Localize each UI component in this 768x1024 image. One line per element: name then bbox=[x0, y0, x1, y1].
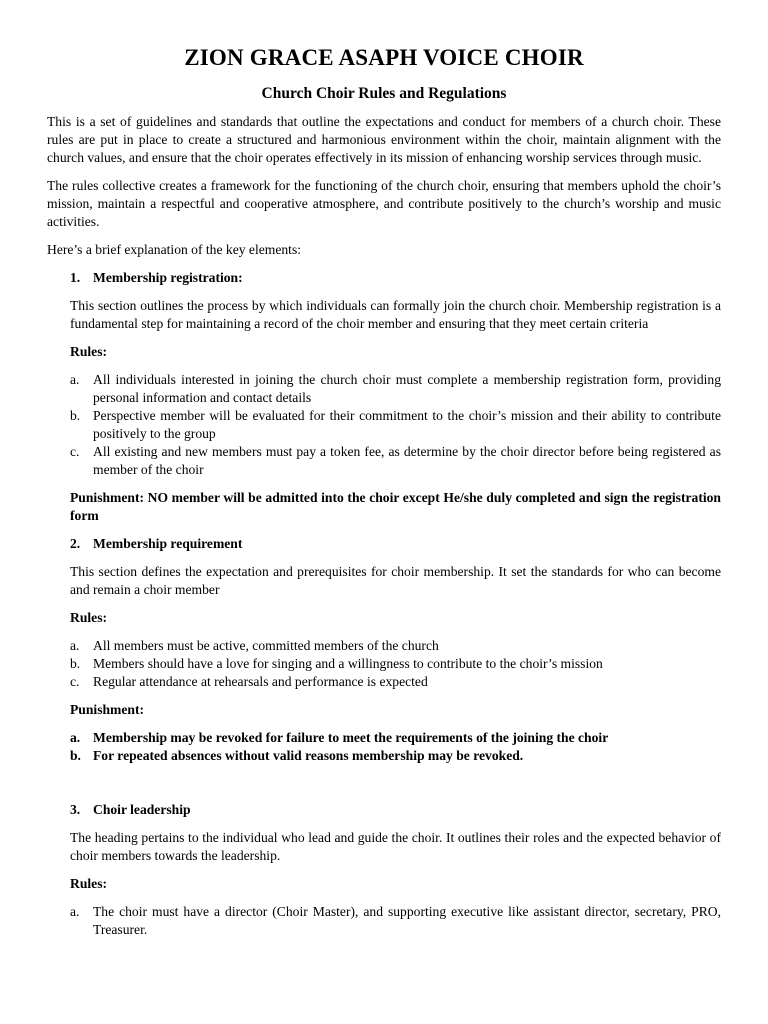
list-marker: a. bbox=[70, 372, 80, 387]
section-1-heading bbox=[70, 269, 721, 287]
section-1-rules-list bbox=[70, 371, 721, 479]
section-2-heading bbox=[70, 535, 721, 553]
list-text: Perspective member will be evaluated for their commitment to the choir’s mission and their ability to contribute positively to the group bbox=[93, 408, 721, 441]
section-title: Choir leadership bbox=[93, 802, 191, 817]
document-title: ZION GRACE ASAPH VOICE CHOIR bbox=[184, 45, 584, 70]
section-number: 2. bbox=[70, 536, 81, 551]
section-2-rules-list bbox=[70, 637, 721, 691]
list-marker: b. bbox=[70, 656, 81, 671]
spacer bbox=[47, 775, 721, 801]
list-text: Members should have a love for singing and a willingness to contribute to the choir’s mission bbox=[93, 656, 603, 671]
section-1-rules-label: Rules: bbox=[70, 344, 108, 359]
list-item bbox=[70, 443, 721, 479]
section-1-punishment: Punishment: NO member will be admitted into the choir except He/she duly completed and sign the registration form bbox=[70, 490, 721, 523]
section-3-rules-list bbox=[70, 903, 721, 939]
list-marker: c. bbox=[70, 674, 80, 689]
list-item bbox=[70, 673, 721, 691]
intro-paragraph-3: Here’s a brief explanation of the key elements: bbox=[47, 242, 302, 257]
list-text: Membership may be revoked for failure to meet the requirements of the joining the choir bbox=[93, 730, 609, 745]
list-marker: c. bbox=[70, 444, 80, 459]
list-marker: a. bbox=[70, 904, 80, 919]
list-marker: a. bbox=[70, 730, 81, 745]
document-subtitle: Church Choir Rules and Regulations bbox=[261, 85, 507, 102]
section-title: Membership requirement bbox=[93, 536, 243, 551]
section-3-rules-label: Rules: bbox=[70, 876, 108, 891]
list-item bbox=[70, 371, 721, 407]
list-item bbox=[70, 729, 721, 747]
section-3-heading bbox=[70, 801, 721, 819]
section-2-description: This section defines the expectation and prerequisites for choir membership. It set the standards for who can become and remain a choir member bbox=[70, 564, 721, 597]
list-marker: a. bbox=[70, 638, 80, 653]
intro-paragraph-2: The rules collective creates a framework for the functioning of the church choir, ensuring that members uphold the choir’s mission, maintain a respectful and cooperative atmosphere, and contribute positively to the church’s worship and music activities. bbox=[47, 178, 721, 229]
intro-paragraph-1: This is a set of guidelines and standards that outline the expectations and conduct for members of a church choir. These rules are put in place to create a structured and harmonious environment within the choir, maintain alignment with the church values, and ensure that the choir operates effectively in its mission of enhancing worship services through music. bbox=[47, 114, 721, 165]
section-number: 1. bbox=[70, 270, 81, 285]
section-2-punishment-label: Punishment: bbox=[70, 702, 145, 717]
section-3-description: The heading pertains to the individual who lead and guide the choir. It outlines their roles and the expected behavior of choir members towards the leadership. bbox=[70, 830, 721, 863]
list-item bbox=[70, 903, 721, 939]
section-1-description: This section outlines the process by which individuals can formally join the church choir. Membership registration is a fundamental step for maintaining a record of the choir member and ensuring that they meet certain criteria bbox=[70, 298, 721, 331]
list-text: Regular attendance at rehearsals and performance is expected bbox=[93, 674, 428, 689]
list-text: The choir must have a director (Choir Master), and supporting executive like assistant director, secretary, PRO, Treasurer. bbox=[93, 904, 721, 937]
section-number: 3. bbox=[70, 802, 81, 817]
list-item bbox=[70, 747, 721, 765]
list-text: All members must be active, committed members of the church bbox=[93, 638, 439, 653]
section-title: Membership registration: bbox=[93, 270, 243, 285]
list-item bbox=[70, 637, 721, 655]
section-2-rules-label: Rules: bbox=[70, 610, 108, 625]
list-marker: b. bbox=[70, 408, 81, 423]
list-text: For repeated absences without valid reasons membership may be revoked. bbox=[93, 748, 524, 763]
list-text: All existing and new members must pay a token fee, as determine by the choir director before being registered as member of the choir bbox=[93, 444, 721, 477]
list-text: All individuals interested in joining the church choir must complete a membership registration form, providing personal information and contact details bbox=[93, 372, 721, 405]
list-item bbox=[70, 407, 721, 443]
section-2-punishment-list bbox=[70, 729, 721, 765]
list-marker: b. bbox=[70, 748, 81, 763]
list-item bbox=[70, 655, 721, 673]
